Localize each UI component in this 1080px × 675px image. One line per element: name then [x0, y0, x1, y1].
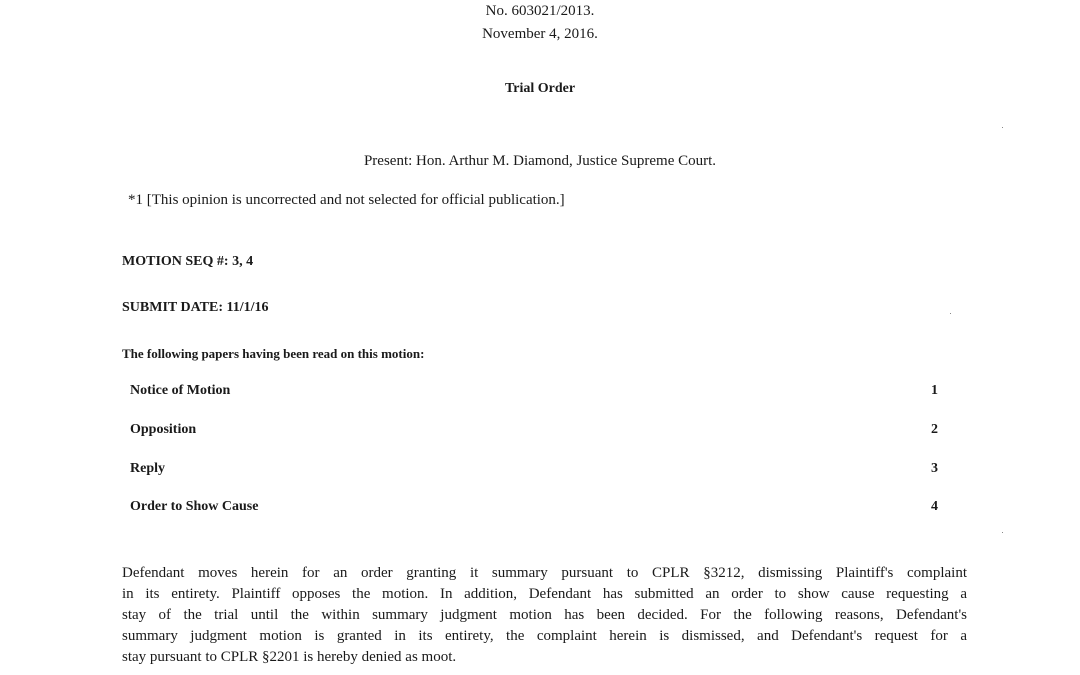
paper-row — [130, 460, 938, 478]
motion-seq: MOTION SEQ #: 3, 4 — [122, 254, 254, 269]
paragraph-line: Defendant moves herein for an order granting it summary pursuant to CPLR §3212, dismissing Plaintiff's complaint — [122, 565, 967, 581]
submit-date: SUBMIT DATE: 11/1/16 — [122, 300, 269, 315]
scan-speck — [1002, 532, 1003, 533]
paper-row — [130, 382, 938, 400]
body-paragraph — [122, 563, 967, 668]
paragraph-line: summary judgment motion is granted in its entirety, the complaint herein is dismissed, and Defendant's request for a — [122, 628, 967, 644]
paragraph-line: in its entirety. Plaintiff opposes the motion. In addition, Defendant has submitted an order to show cause requesting a — [122, 586, 967, 602]
scan-speck — [1002, 127, 1003, 128]
presiding-justice: Present: Hon. Arthur M. Diamond, Justice Supreme Court. — [363, 153, 717, 169]
publication-note: *1 [This opinion is uncorrected and not selected for official publication.] — [128, 192, 565, 208]
paper-row — [130, 498, 938, 516]
paper-number: 3 — [931, 461, 938, 476]
paper-name: Order to Show Cause — [130, 499, 259, 514]
case-date: November 4, 2016. — [482, 26, 598, 42]
case-number: No. 603021/2013. — [485, 3, 595, 19]
paragraph-line: stay of the trial until the within summary judgment motion has been decided. For the following reasons, Defendant's — [122, 607, 967, 623]
paper-name: Reply — [130, 461, 165, 476]
paper-number: 1 — [931, 383, 938, 398]
paragraph-line: stay pursuant to CPLR §2201 is hereby denied as moot. — [122, 649, 457, 665]
scan-speck — [950, 313, 951, 314]
paper-row — [130, 421, 938, 439]
paper-name: Opposition — [130, 422, 197, 437]
papers-heading: The following papers having been read on this motion: — [122, 346, 425, 361]
paper-name: Notice of Motion — [130, 383, 231, 398]
paper-number: 2 — [931, 422, 938, 437]
paper-number: 4 — [931, 499, 938, 514]
document-title: Trial Order — [504, 81, 576, 96]
